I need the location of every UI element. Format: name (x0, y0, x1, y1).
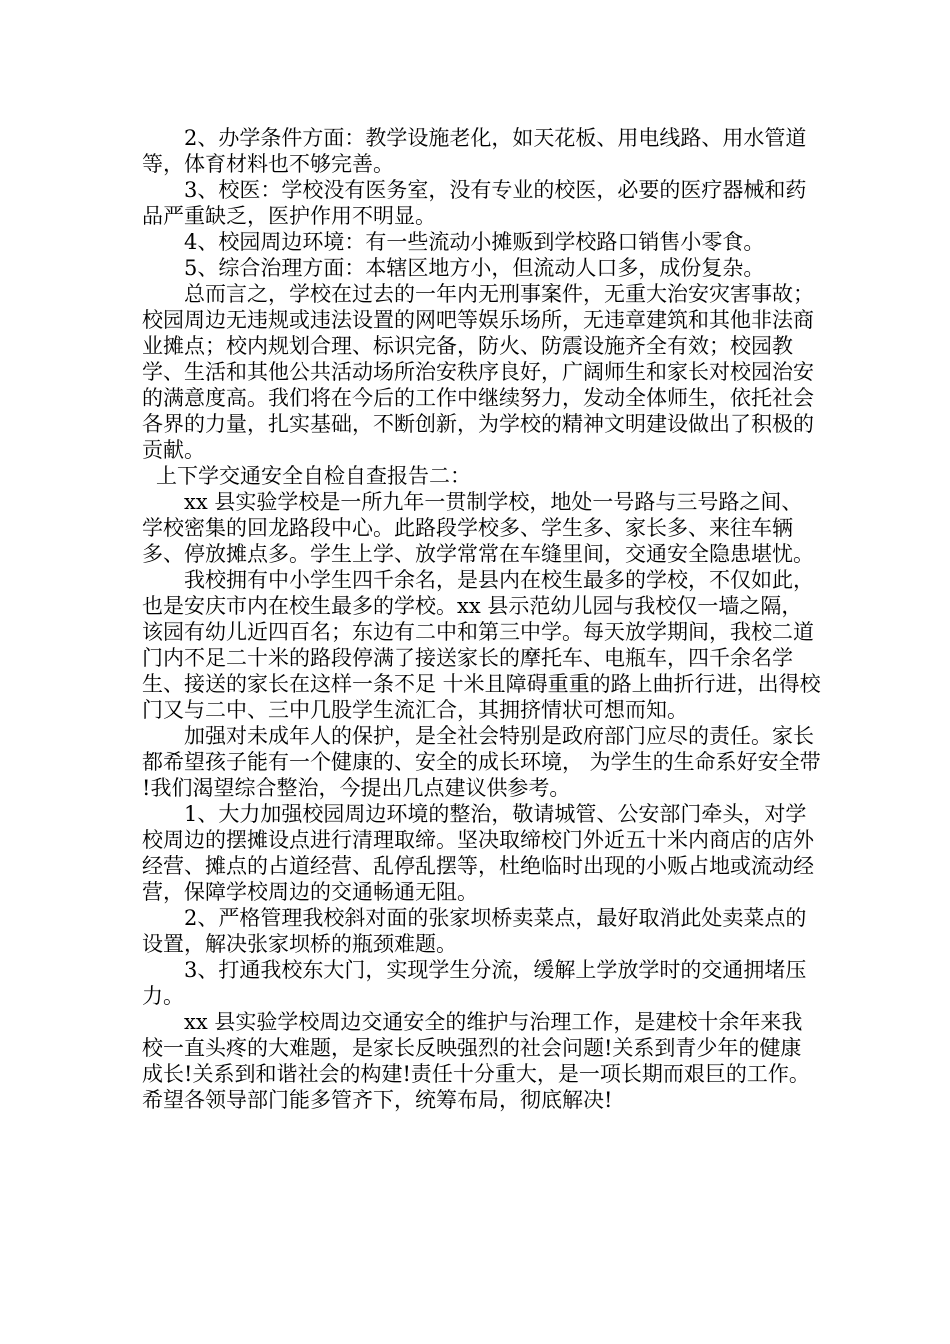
paragraph-school-doctor: 3、校医：学校没有医务室，没有专业的校医，必要的医疗器械和药品严重缺乏，医护作用不明显。 (142, 178, 807, 228)
paragraph-suggestion-3: 3、打通我校东大门，实现学生分流，缓解上学放学时的交通拥堵压力。 (142, 958, 807, 1008)
section-heading: 上下学交通安全自检自查报告二： (156, 464, 471, 488)
paragraph-summary: 总而言之，学校在过去的一年内无刑事案件，无重大治安灾害事故；校园周边无违规或违法设置的网吧等娱乐场所，无违章建筑和其他非法商业摊点；校内规划合理、标识完备，防火、防震设施齐全有效；校园教学、生活和其他公共活动场所治安秩序良好，广阔师生和家长对校园治安的满意度高。我们将在今后的工作中继续努力，发动全体师生，依托社会各界的力量，扎实基础，不断创新，为学校的精神文明建设做出了积极的贡献。 (142, 282, 814, 462)
paragraph-school-location: xx 县实验学校是一所九年一贯制学校，地处一号路与三号路之间、学校密集的回龙路段中心。此路段学校多、学生多、家长多、来往车辆多、停放摊点多。学生上学、放学常常在车缝里间，交通安全隐患堪忧。 (142, 490, 814, 566)
document-body (142, 125, 828, 1113)
paragraph-conclusion: xx 县实验学校周边交通安全的维护与治理工作，是建校十余年来我校一直头疼的大难题，是家长反映强烈的社会问题!关系到青少年的健康成长!关系到和谐社会的构建!责任十分重大，是一项长期而艰巨的工作。希望各领导部门能多管齐下，统筹布局，彻底解决! (142, 1010, 810, 1112)
paragraph-comprehensive-governance: 5、综合治理方面：本辖区地方小，但流动人口多，成份复杂。 (184, 256, 765, 280)
paragraph-minor-protection: 加强对未成年人的保护，是全社会特别是政府部门应尽的责任。家长都希望孩子能有一个健康的、安全的成长环境， 为学生的生命系好安全带 !我们渴望综合整治，今提出几点建议供参考。 (142, 724, 828, 800)
paragraph-suggestion-2: 2、严格管理我校斜对面的张家坝桥卖菜点，最好取消此处卖菜点的设置，解决张家坝桥的瓶颈难题。 (142, 906, 807, 956)
paragraph-student-count: 我校拥有中小学生四千余名，是县内在校生最多的学校，不仅如此，也是安庆市内在校生最多的学校。xx 县示范幼儿园与我校仅一墙之隔，该园有幼儿近四百名；东边有二中和第三中学。每天放学期间，我校二道门内不足二十米的路段停满了接送家长的摩托车、电瓶车，四千余名学生、接送的家长在这样一条不足 十米且障碍重重的路上曲折行进，出得校门又与二中、三中几股学生流汇合，其拥挤情状可想而知。 (142, 568, 821, 722)
paragraph-campus-surroundings: 4、校园周边环境：有一些流动小摊贩到学校路口销售小零食。 (184, 230, 765, 254)
paragraph-school-conditions: 2、办学条件方面：教学设施老化，如天花板、用电线路、用水管道等，体育材料也不够完善。 (142, 126, 807, 176)
paragraph-suggestion-1: 1、大力加强校园周边环境的整治，敬请城管、公安部门牵头，对学校周边的摆摊设点进行清理取缔。坚决取缔校门外近五十米内商店的店外经营、摊点的占道经营、乱停乱摆等，杜绝临时出现的小贩占地或流动经营，保障学校周边的交通畅通无阻。 (142, 802, 814, 904)
